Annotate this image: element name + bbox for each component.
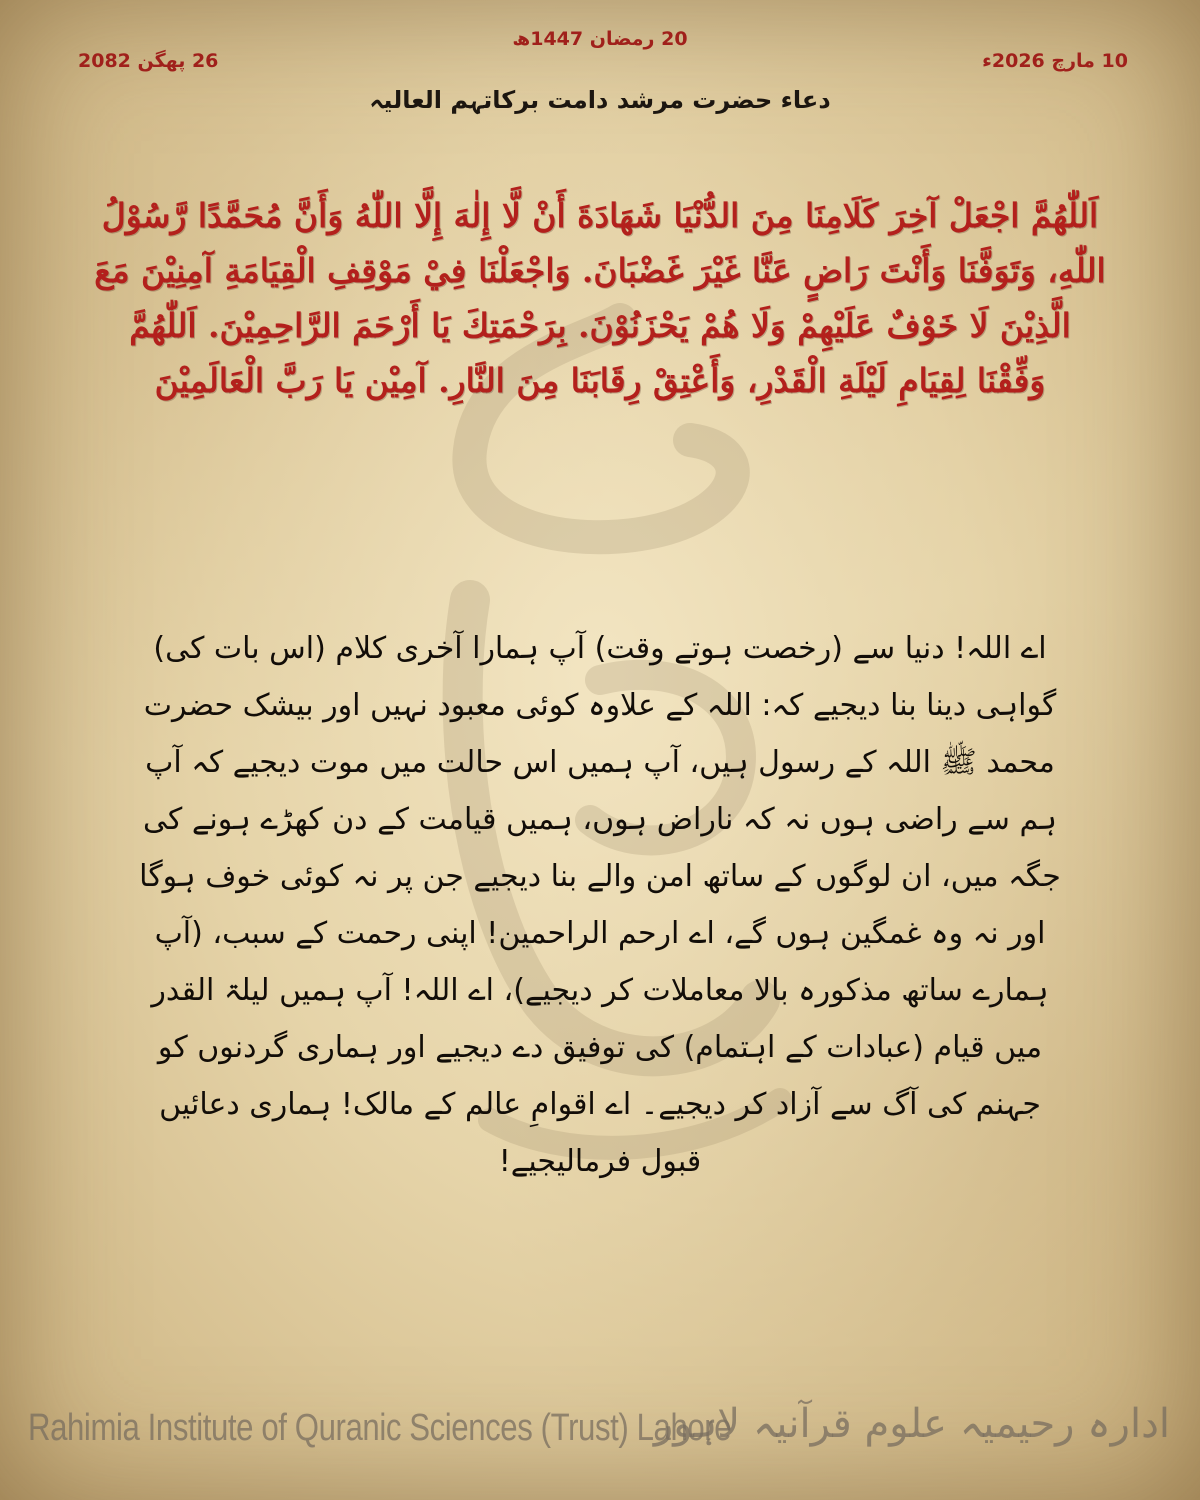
urdu-translation-text: اے اللہ! دنیا سے (رخصت ہوتے وقت) آپ ہمارا آخری کلام (اس بات کی) گواہی دینا بنا دیجیے کہ: اللہ کے علاوہ کوئی معبود نہیں اور بیشک حضرت محمد ﷺ اللہ کے رسول ہیں، آپ ہمیں اس حالت میں موت دیجیے کہ آپ ہم سے راضی ہوں نہ کہ ناراض ہوں، ہمیں قیامت کے دن کھڑے ہونے کی جگہ میں، ان لوگوں کے ساتھ امن والے بنا دیجیے جن پر نہ کوئی خوف ہوگا اور نہ وہ غمگین ہوں گے، اے ارحم الراحمین! اپنی رحمت کے سبب، (آپ ہمارے ساتھ مذکورہ بالا معاملات کر دیجیے)، اے اللہ! آپ ہمیں لیلۃ القدر میں قیام (عبادات کے اہتمام) کی توفیق دے دیجیے اور ہماری گردنوں کو جہنم کی آگ سے آزاد کر دیجیے۔ اے اقوامِ عالم کے مالک! ہماری دعائیں قبول فرمالیجیے!: [139, 631, 1061, 1179]
hijri-date: 20 رمضان 1447ھ: [512, 28, 688, 50]
bikrami-date: 26 پھگن 2082: [78, 50, 219, 72]
footer: [0, 1395, 1200, 1475]
arabic-dua-text: اَللّٰهُمَّ اجْعَلْ آخِرَ كَلَامِنَا مِنَ الدُّنْيَا شَهَادَةَ أَنْ لَّا إِلٰهَ إِلَّا اللّٰهُ وَأَنَّ مُحَمَّدًا رَّسُوْلُ اللّٰهِ، وَتَوَفَّنَا وَأَنْتَ رَاضٍ عَنَّا غَيْرَ غَضْبَانَ. وَاجْعَلْنَا فِيْ مَوْقِفِ الْقِيَامَةِ آمِنِيْنَ مَعَ الَّذِيْنَ لَا خَوْفٌ عَلَيْهِمْ وَلَا هُمْ يَحْزَنُوْنَ. بِرَحْمَتِكَ يَا أَرْحَمَ الرَّاحِمِيْنَ. اَللّٰهُمَّ وَفِّقْنَا لِقِيَامِ لَيْلَةِ الْقَدْرِ، وَأَعْتِقْ رِقَابَنَا مِنَ النَّارِ. آمِيْن يَا رَبَّ الْعَالَمِيْنَ: [94, 196, 1106, 400]
footer-urdu-logo: ادارہ رحیمیہ علوم قرآنیہ لاہور: [653, 1401, 1170, 1447]
footer-english-name: Rahimia Institute of Quranic Sciences (Trust) Lahore: [28, 1407, 732, 1449]
gregorian-date: 10 مارچ 2026ء: [982, 50, 1128, 72]
page-title: دعاء حضرت مرشد دامت برکاتہم العالیہ: [369, 86, 831, 114]
